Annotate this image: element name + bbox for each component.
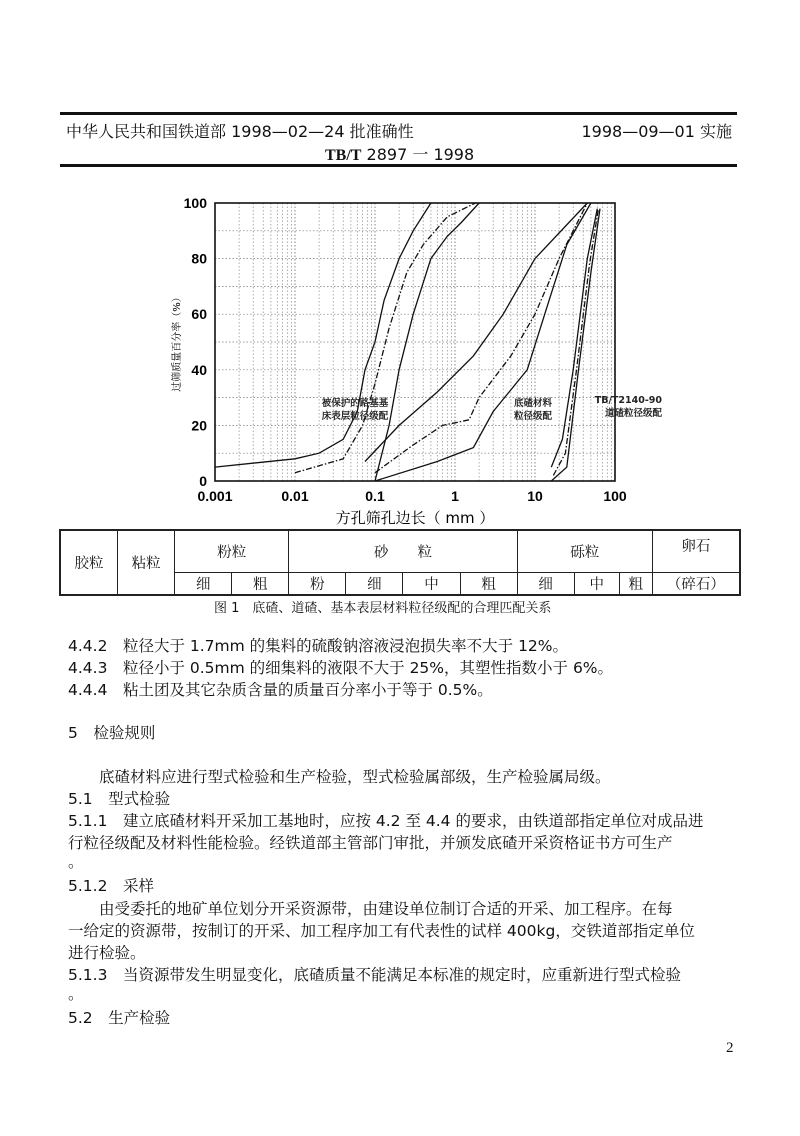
clause-5-1-2-line3: 进行检验。 [68, 944, 146, 962]
cell-silt: 粉粒 [175, 530, 289, 572]
chart-annotation: 床表层粒径级配 [321, 411, 389, 422]
y-tick-label: 0 [199, 473, 207, 489]
clause-5-1-3-line1: 5.1.3 当资源带发生明显变化，底碴质量不能满足本标准的规定时，应重新进行型式检验 [68, 966, 681, 984]
x-tick-label: 0.1 [365, 488, 385, 504]
standard-code: 2897 一 1998 [361, 145, 475, 164]
section-5-heading: 5 检验规则 [68, 724, 156, 742]
standard-prefix: TB/T [325, 147, 362, 164]
y-tick-label: 80 [191, 250, 207, 267]
figure-caption: 图 1 底碴、道碴、基本表层材料粒径级配的合理匹配关系 [214, 601, 552, 616]
x-tick-label: 0.001 [197, 488, 233, 504]
x-axis-label: 方孔筛孔边长（ mm ） [335, 509, 495, 527]
y-tick-label: 40 [191, 361, 207, 378]
cell-sand-silty: 粉 [289, 572, 346, 595]
cell-gravel-medium: 中 [574, 572, 619, 595]
y-tick-label: 60 [191, 306, 207, 323]
chart-annotation: 被保护的路基基 [321, 398, 389, 409]
chart-annotation: 底碴材料 [513, 398, 553, 409]
clause-5-1-1-line1: 5.1.1 建立底碴材料开采加工基地时，应按 4.2 至 4.4 的要求，由铁道部指定单位对成品进 [68, 812, 704, 830]
cell-gravel-coarse: 粗 [619, 572, 652, 595]
section-5-1-heading: 5.1 型式检验 [68, 790, 171, 808]
chart-annotation: 道碴粒径级配 [604, 408, 662, 419]
x-tick-label: 0.01 [281, 488, 309, 504]
cell-sand-medium: 中 [403, 572, 460, 595]
x-tick-label: 1 [451, 488, 459, 504]
cell-sand-fine: 细 [346, 572, 403, 595]
y-tick-label: 100 [183, 195, 207, 211]
x-tick-label: 100 [603, 488, 627, 504]
chart-annotation: 粒径级配 [513, 411, 553, 422]
cell-clay: 粘粒 [118, 530, 175, 595]
cell-sand: 砂 粒 [289, 530, 517, 572]
clause-5-1-2-line1: 由受委托的地矿单位划分开采资源带，由建设单位制订合适的开采、加工程序。在每 [68, 900, 673, 918]
y-axis-label: 过筛质量百分率（%） [172, 292, 183, 392]
section-5-2-heading: 5.2 生产检验 [68, 1009, 171, 1027]
series-subballast-upper [365, 203, 587, 462]
cell-silt-fine: 细 [175, 572, 232, 595]
cell-sand-coarse: 粗 [460, 572, 517, 595]
cell-crushed-stone: （碎石） [652, 572, 740, 595]
series-ballast-lower [551, 209, 600, 481]
header-top-rule [60, 112, 737, 115]
x-tick-label: 10 [527, 488, 543, 504]
clause-5-1-1-line2: 行粒径级配及材料性能检验。经铁道部主管部门审批，并颁发底碴开采资格证书方可生产 [68, 834, 673, 852]
cell-colloid: 胶粒 [60, 530, 118, 595]
particle-class-table [59, 529, 741, 596]
clause-5-1-2-line2: 一给定的资源带，按制订的开采、加工程序加工有代表性的试样 400kg，交铁道部指定单位 [68, 922, 695, 940]
cell-gravel-fine: 细 [517, 572, 574, 595]
page-number: 2 [726, 1040, 734, 1056]
y-tick-label: 20 [191, 417, 207, 434]
clause-4-4-3: 4.4.3 粒径小于 0.5mm 的细集料的液限不大于 25%，其塑性指数小于 6%。 [68, 659, 614, 677]
header-bottom-rule [60, 164, 737, 167]
clause-5-1-3-line2: 。 [68, 985, 84, 1003]
paragraph-intro: 底碴材料应进行型式检验和生产检验，型式检验属部级，生产检验属局级。 [68, 768, 611, 786]
cell-cobble: 卵石 [652, 530, 740, 572]
clause-5-1-2-heading: 5.1.2 采样 [68, 877, 154, 895]
cell-gravel: 砾粒 [517, 530, 652, 572]
standard-number [325, 142, 474, 165]
series-subgrade-upper [215, 203, 431, 467]
series-subgrade-mid [295, 203, 475, 473]
series-ballast-upper [551, 209, 597, 468]
grading-chart [160, 190, 662, 530]
clause-5-1-1-line3: 。 [68, 853, 84, 871]
clause-4-4-2: 4.4.2 粒径大于 1.7mm 的集料的硫酸钠溶液浸泡损失率不大于 12%。 [68, 637, 569, 655]
effective-date: 1998—09—01 实施 [581, 122, 732, 141]
chart-annotation: TB/T2140-90 [594, 395, 662, 406]
approval-text: 中华人民共和国铁道部 1998—02—24 批准确性 [66, 122, 414, 141]
cell-silt-coarse: 粗 [232, 572, 289, 595]
clause-4-4-4: 4.4.4 粘土团及其它杂质含量的质量百分率小于等于 0.5%。 [68, 681, 493, 699]
